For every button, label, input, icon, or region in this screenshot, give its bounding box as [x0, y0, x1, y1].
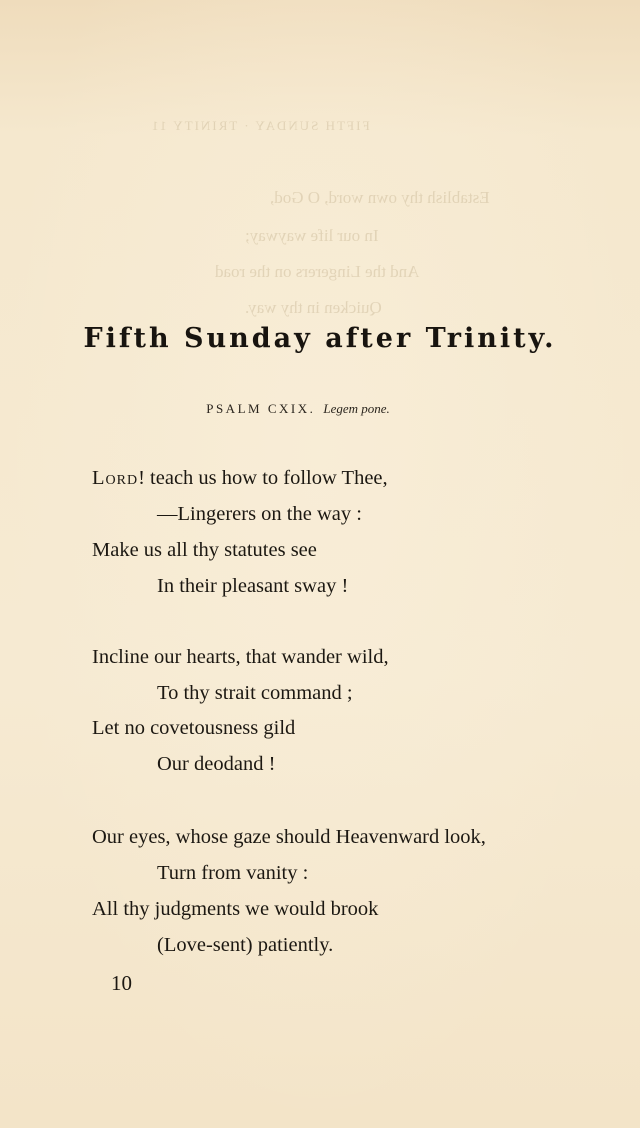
verse-line: (Love-sent) patiently.	[157, 934, 334, 956]
psalm-reference	[0, 401, 596, 417]
psalm-number: PSALM CXIX.	[206, 401, 316, 416]
verse-line: Turn from vanity :	[157, 862, 309, 884]
show-through-header: FIFTH SUNDAY · TRINITY 11	[150, 118, 370, 133]
show-through-line: And the Lingerers on the road	[215, 262, 420, 281]
show-through-line: Establish thy own word, O God,	[270, 188, 490, 207]
verse-line: —Lingerers on the way :	[157, 503, 362, 525]
show-through-line: Quicken in thy way.	[245, 298, 382, 317]
show-through-line: In our life wayway;	[245, 226, 379, 245]
verse-line	[92, 467, 388, 490]
verse-line: In their pleasant sway !	[157, 575, 349, 597]
verse-line: All thy judgments we would brook	[92, 898, 379, 920]
verse-line: Let no covetousness gild	[92, 717, 296, 739]
verse-line-text: ! teach us how to follow Thee,	[138, 467, 388, 489]
psalm-latin-incipit: Legem pone.	[323, 401, 390, 416]
verse-line: To thy strait command ;	[157, 682, 353, 704]
page-title: Fifth Sunday after Trinity.	[83, 323, 557, 354]
verse-line: Incline our hearts, that wander wild,	[92, 646, 389, 668]
verse-line: Our eyes, whose gaze should Heavenward look,	[92, 826, 486, 848]
verse-lead-word: Lord	[92, 467, 139, 489]
page-number: 10	[111, 971, 132, 995]
verse-line: Our deodand !	[157, 753, 276, 775]
verse-line: Make us all thy statutes see	[92, 539, 317, 561]
